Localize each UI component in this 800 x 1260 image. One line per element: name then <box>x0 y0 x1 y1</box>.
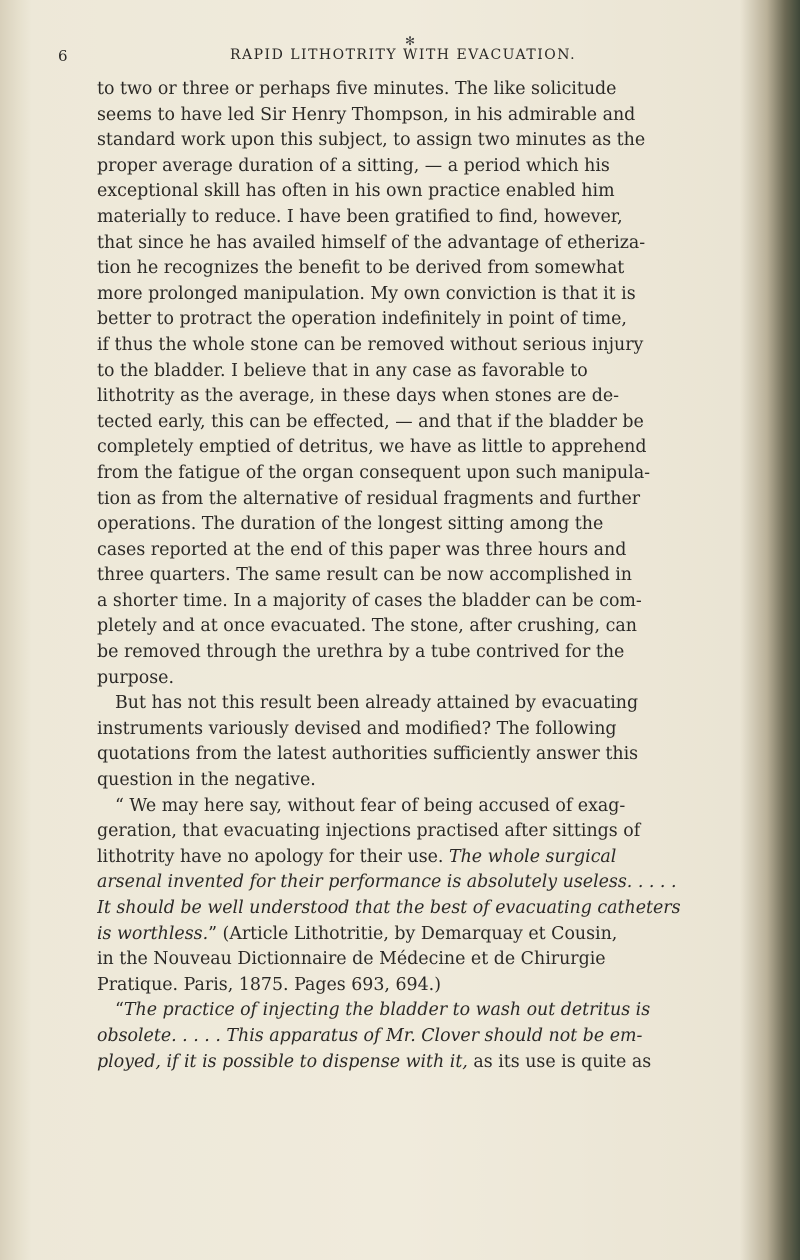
text-run: in the Nouveau Dictionnaire de Médecine et de Chirurgie <box>97 949 606 970</box>
text-line <box>97 282 742 308</box>
text-line <box>97 179 742 205</box>
text-line <box>97 487 742 513</box>
text-line <box>97 410 742 436</box>
text-line <box>97 333 742 359</box>
text-run: geration, that evacuating injections practised after sittings of <box>97 821 641 842</box>
body-text <box>97 77 742 1075</box>
page-edge-shadow <box>740 0 800 1260</box>
running-title: RAPID LITHOTRITY WITH EVACUATION. <box>229 47 577 63</box>
italic-text: is worthless. <box>97 923 209 944</box>
text-line <box>97 205 742 231</box>
italic-text: obsolete. . . . . This apparatus of Mr. Clover should not be em- <box>97 1025 643 1046</box>
text-line <box>97 461 742 487</box>
text-run: lithotrity as the average, in these days when stones are de- <box>97 386 619 407</box>
text-line <box>97 103 742 129</box>
text-line <box>97 666 742 692</box>
italic-text: The whole surgical <box>449 846 617 867</box>
text-line <box>97 947 742 973</box>
page-header <box>58 47 748 67</box>
text-run: “ <box>115 1000 124 1021</box>
text-run: instruments variously devised and modified? The following <box>97 718 617 739</box>
text-run: completely emptied of detritus, we have as little to apprehend <box>97 437 647 458</box>
text-run: But has not this result been already attained by evacuating <box>115 693 639 714</box>
text-run: cases reported at the end of this paper was three hours and <box>97 539 627 560</box>
text-line <box>97 896 742 922</box>
text-line <box>97 998 742 1024</box>
text-line <box>97 1024 742 1050</box>
text-run: materially to reduce. I have been gratified to find, however, <box>97 206 623 227</box>
text-line <box>97 768 742 794</box>
text-line <box>97 1050 742 1076</box>
text-run: operations. The duration of the longest sitting among the <box>97 514 604 535</box>
text-line <box>97 538 742 564</box>
page-gutter-shadow <box>0 0 32 1260</box>
text-run: quotations from the latest authorities sufficiently answer this <box>97 744 639 765</box>
text-line <box>97 973 742 999</box>
text-line <box>97 563 742 589</box>
text-line <box>97 717 742 743</box>
text-line <box>97 435 742 461</box>
text-run: a shorter time. In a majority of cases the bladder can be com- <box>97 590 642 611</box>
italic-text: It should be well understood that the best of evacuating catheters <box>97 898 681 918</box>
text-run: tected early, this can be effected, — and that if the bladder be <box>97 411 644 432</box>
text-line <box>97 922 742 948</box>
text-line <box>97 845 742 871</box>
italic-text: ployed, if it is possible to dispense with it, <box>97 1051 468 1072</box>
text-run: pletely and at once evacuated. The stone, after crushing, can <box>97 616 637 637</box>
text-line <box>97 512 742 538</box>
text-line <box>97 742 742 768</box>
text-line <box>97 154 742 180</box>
text-line <box>97 870 742 896</box>
page-number: 6 <box>58 47 68 65</box>
text-run: “ We may here say, without fear of being accused of exag- <box>115 795 626 816</box>
text-line <box>97 589 742 615</box>
text-run: three quarters. The same result can be now accomplished in <box>97 565 633 586</box>
text-line <box>97 128 742 154</box>
text-line <box>97 77 742 103</box>
text-run: to two or three or perhaps five minutes. The like solicitude <box>97 79 617 99</box>
text-line <box>97 231 742 257</box>
text-line <box>97 794 742 820</box>
italic-text: The practice of injecting the bladder to wash out detritus is <box>123 1000 651 1021</box>
text-run: ” (Article Lithotritie, by Demarquay et Cousin, <box>208 923 618 944</box>
text-run: better to protract the operation indefinitely in point of time, <box>97 309 627 330</box>
text-line <box>97 614 742 640</box>
text-run: more prolonged manipulation. My own conviction is that it is <box>97 283 636 304</box>
text-run: be removed through the urethra by a tube contrived for the <box>97 642 625 663</box>
text-line <box>97 691 742 717</box>
text-line <box>97 819 742 845</box>
text-run: proper average duration of a sitting, — a period which his <box>97 155 610 176</box>
text-run: question in the negative. <box>97 770 316 791</box>
text-run: if thus the whole stone can be removed without serious injury <box>97 334 644 355</box>
text-run: purpose. <box>97 667 174 688</box>
text-line <box>97 307 742 333</box>
text-run: from the fatigue of the organ consequent upon such manipula- <box>97 462 651 483</box>
text-line <box>97 640 742 666</box>
text-run: exceptional skill has often in his own practice enabled him <box>97 181 615 202</box>
text-run: tion as from the alternative of residual fragments and further <box>97 488 641 509</box>
text-run: lithotrity have no apology for their use. <box>97 846 449 867</box>
text-run: seems to have led Sir Henry Thompson, in his admirable and <box>97 104 636 125</box>
text-line <box>97 384 742 410</box>
text-line <box>97 256 742 282</box>
text-run: to the bladder. I believe that in any case as favorable to <box>97 360 588 381</box>
text-run: tion he recognizes the benefit to be derived from somewhat <box>97 258 625 279</box>
text-line <box>97 359 742 385</box>
italic-text: arsenal invented for their performance is absolutely useless. . . . . <box>97 872 677 893</box>
text-run: Pratique. Paris, 1875. Pages 693, 694.) <box>97 974 441 995</box>
margin-mark: ✻ <box>405 34 416 48</box>
text-run: that since he has availed himself of the advantage of etheriza- <box>97 232 646 253</box>
text-run: standard work upon this subject, to assign two minutes as the <box>97 130 646 151</box>
text-run: as its use is quite as <box>467 1051 652 1072</box>
